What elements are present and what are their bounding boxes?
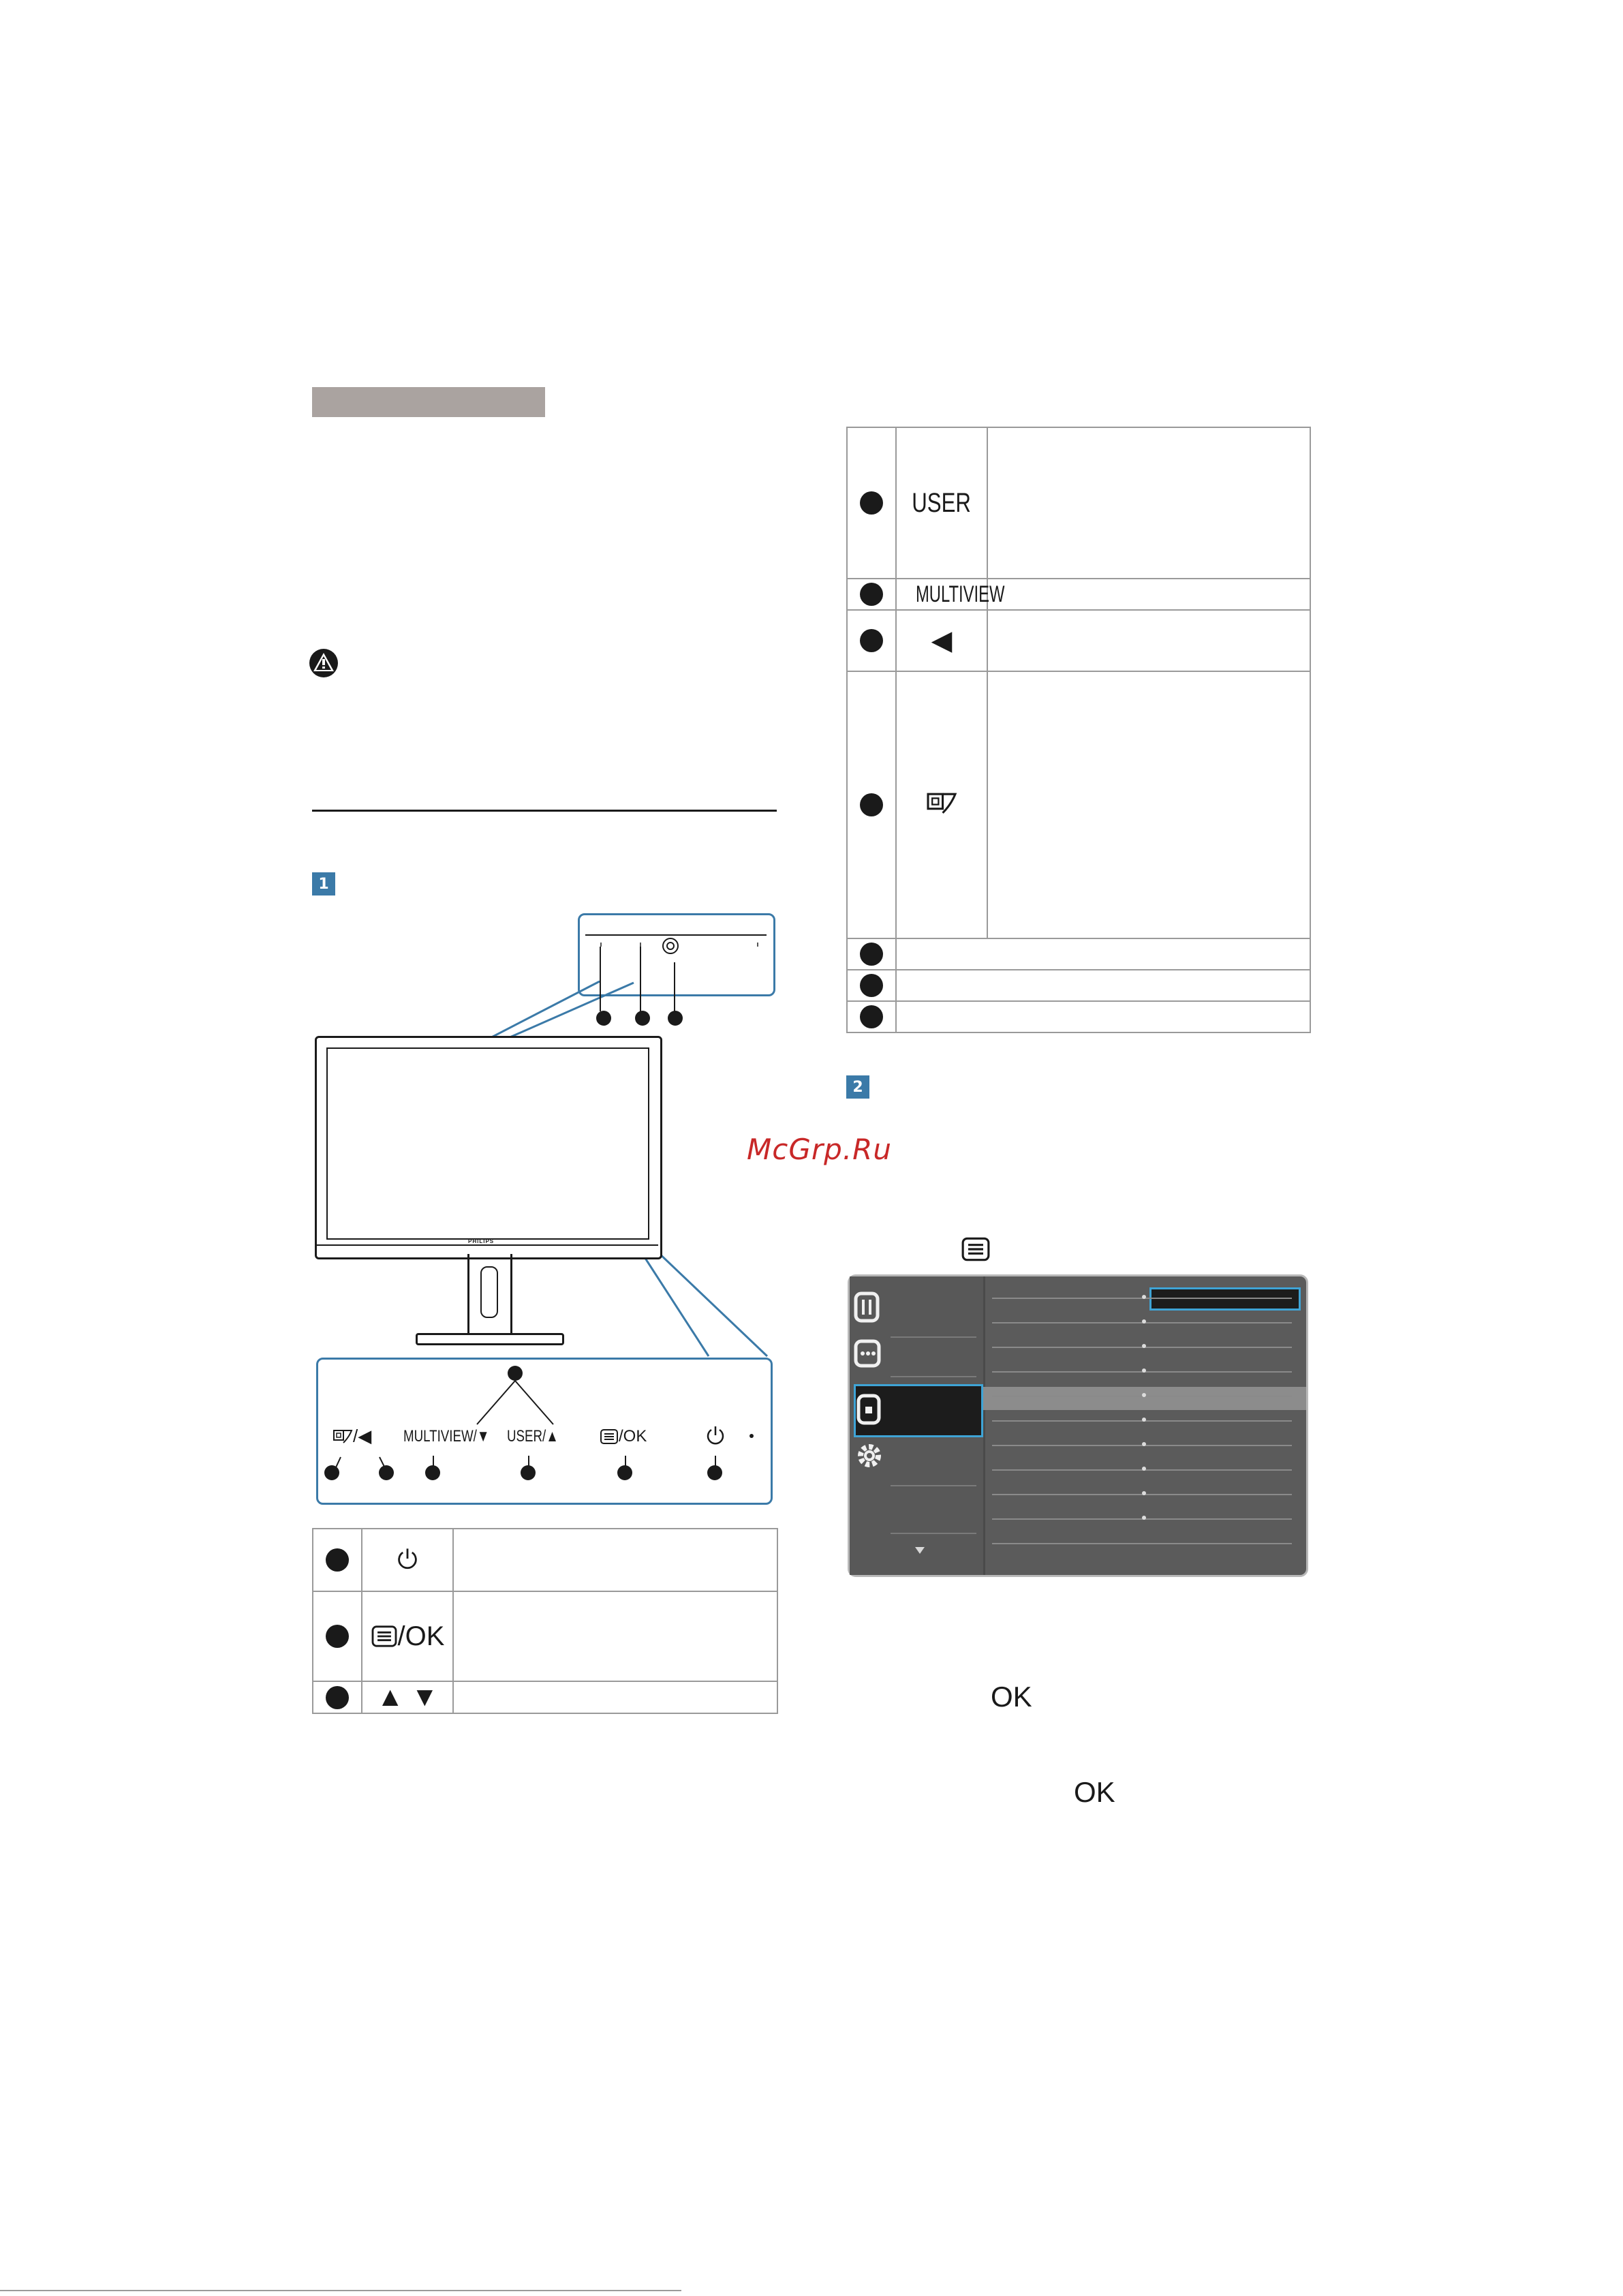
footer-line	[0, 2290, 681, 2291]
table-row	[847, 610, 1310, 671]
row-callout	[326, 1625, 349, 1648]
table-row	[847, 938, 1310, 970]
row-callout	[860, 974, 883, 997]
menu-icon	[371, 1625, 398, 1648]
pip-icon	[856, 1393, 883, 1426]
row-callout	[860, 943, 883, 966]
table-row	[847, 970, 1310, 1001]
row-callout	[326, 1686, 349, 1709]
row-desc	[896, 970, 1310, 1001]
user-up-button[interactable]	[507, 1427, 573, 1446]
smartimage-back-button[interactable]	[333, 1426, 371, 1447]
osd-selected-item[interactable]	[854, 1384, 983, 1437]
row-callout	[860, 583, 883, 606]
table-row	[313, 1529, 777, 1591]
row-key	[896, 427, 987, 579]
row-desc	[896, 1001, 1310, 1032]
power-led	[749, 1434, 754, 1438]
left-key-table	[312, 1528, 778, 1714]
smartimage-icon	[333, 1428, 353, 1445]
osd-menu	[848, 1274, 1308, 1577]
row-key	[362, 1591, 453, 1681]
row-key	[896, 671, 987, 938]
menu-icon	[961, 1236, 991, 1262]
multiview-down-button[interactable]	[403, 1427, 514, 1446]
row-desc	[987, 610, 1310, 671]
row-key	[362, 1681, 453, 1713]
menu-ok-button[interactable]	[600, 1427, 647, 1446]
up-down-key-label: ▲ ▼	[376, 1682, 439, 1712]
row-callout	[860, 629, 883, 652]
row-key	[896, 579, 1005, 610]
callout-menu-ok	[617, 1465, 632, 1480]
input-icon	[854, 1291, 880, 1323]
row-callout	[860, 793, 883, 816]
row-desc	[453, 1591, 777, 1681]
row-desc	[987, 579, 1310, 610]
row-desc	[987, 427, 1310, 579]
table-row	[313, 1591, 777, 1681]
smartimage-icon	[924, 790, 959, 817]
settings-gear-icon	[854, 1440, 885, 1471]
row-key	[362, 1529, 453, 1591]
section-badge-1: 1	[312, 872, 335, 896]
back-key-label: ◀	[931, 626, 953, 656]
callout-multiview	[425, 1465, 440, 1480]
row-desc	[453, 1681, 777, 1713]
scroll-down-icon[interactable]	[915, 1545, 925, 1552]
row-callout	[326, 1548, 349, 1572]
table-row	[313, 1681, 777, 1713]
menu-icon	[600, 1428, 619, 1445]
callout-back	[379, 1465, 394, 1480]
row-desc	[896, 938, 1310, 970]
menu-ok-key-label: /OK	[397, 1621, 445, 1651]
osd-selected-row	[983, 1387, 1306, 1410]
section-badge-2: 2	[846, 1075, 869, 1099]
row-desc	[987, 671, 1310, 938]
table-row	[847, 1001, 1310, 1032]
callout-smartimage	[324, 1465, 339, 1480]
table-row	[847, 671, 1310, 938]
right-key-table	[846, 427, 1311, 1033]
table-row	[847, 427, 1310, 579]
osd-value-highlight	[1149, 1287, 1301, 1311]
table-row	[847, 579, 1310, 610]
row-callout	[860, 1005, 883, 1028]
row-desc	[453, 1529, 777, 1591]
row-key	[896, 610, 987, 671]
menu-ok-label: /OK	[619, 1427, 647, 1445]
callout-user	[521, 1465, 536, 1480]
power-icon	[705, 1424, 726, 1446]
ok-text-1: OK	[991, 1681, 1032, 1713]
user-up-label: USER/▲	[507, 1427, 559, 1445]
callout-power	[707, 1465, 722, 1480]
multiview-down-label: MULTIVIEW/▼	[403, 1427, 490, 1445]
multiview-key-label: MULTIVIEW	[915, 581, 1005, 607]
smartimage-back-label: /◀	[353, 1426, 372, 1446]
power-icon	[395, 1546, 420, 1571]
row-callout	[860, 491, 883, 515]
picture-icon	[854, 1339, 884, 1371]
monitor-brand: PHILIPS	[468, 1238, 495, 1244]
watermark: McGrp.Ru	[747, 1133, 892, 1166]
user-key-label: USER	[912, 487, 972, 518]
ok-text-2: OK	[1074, 1776, 1115, 1808]
power-button[interactable]	[705, 1424, 726, 1446]
